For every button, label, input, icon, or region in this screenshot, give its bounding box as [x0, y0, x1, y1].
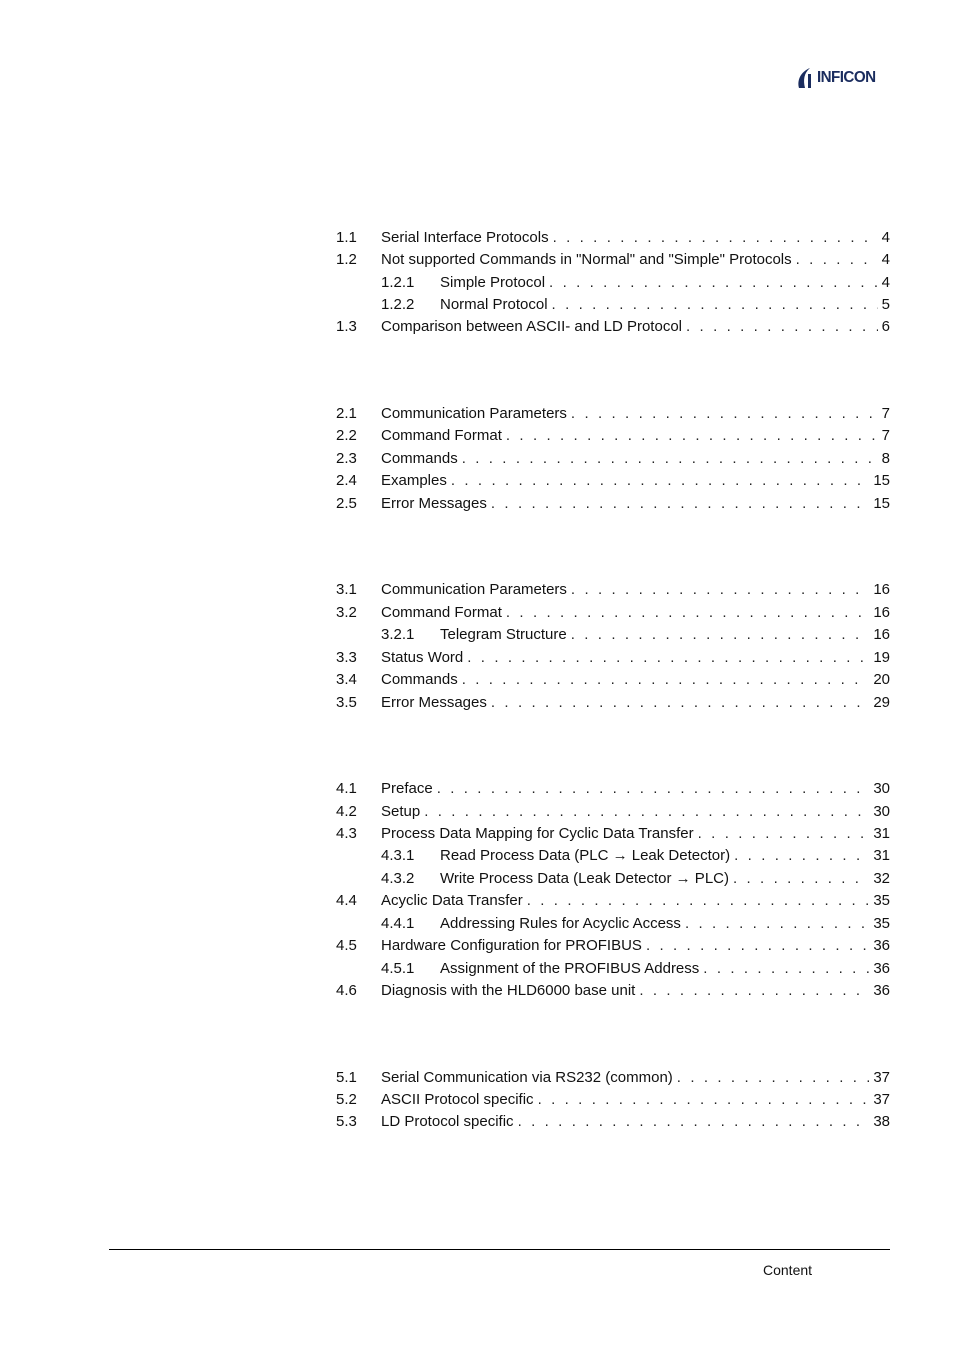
toc-subentry[interactable]	[336, 846, 890, 866]
toc-entry-number: 1.2.1	[381, 274, 415, 291]
toc-leader-dots	[698, 824, 870, 844]
toc-entry-page: 35	[869, 914, 890, 934]
toc-entry-page: 7	[878, 404, 890, 424]
toc-entry[interactable]	[336, 603, 890, 623]
toc-entry-page: 29	[869, 693, 890, 713]
toc-entry-title: Serial Interface Protocols	[381, 228, 553, 248]
toc-leader-dots	[796, 250, 878, 270]
toc-entry[interactable]	[336, 426, 890, 446]
toc-entry-page: 37	[869, 1068, 890, 1088]
toc-entry-number: 5.2	[336, 1091, 357, 1108]
toc-leader-dots	[571, 580, 869, 600]
toc-entry-page: 36	[869, 981, 890, 1001]
toc-leader-dots	[437, 779, 870, 799]
toc-entry[interactable]	[336, 471, 890, 491]
toc-leader-dots	[462, 670, 870, 690]
toc-entry-title: Process Data Mapping for Cyclic Data Transfer	[381, 824, 698, 844]
toc-entry[interactable]	[336, 670, 890, 690]
toc-entry-number: 4.6	[336, 982, 357, 999]
toc-entry-number: 4.5.1	[381, 960, 415, 977]
toc-leader-dots	[491, 494, 869, 514]
toc-entry-title: Addressing Rules for Acyclic Access	[440, 914, 685, 934]
toc-entry-title: Telegram Structure	[440, 625, 571, 645]
toc-entry-number: 3.2	[336, 604, 357, 621]
toc-entry-page: 38	[869, 1112, 890, 1132]
toc-entry-page: 4	[878, 250, 890, 270]
toc-entry-title: ASCII Protocol specific	[381, 1090, 538, 1110]
toc-subentry[interactable]	[336, 273, 890, 293]
toc-leader-dots	[549, 273, 878, 293]
toc-entry[interactable]	[336, 648, 890, 668]
toc-leader-dots	[462, 449, 878, 469]
toc-entry-page: 6	[878, 317, 890, 337]
toc-leader-dots	[506, 603, 869, 623]
footer-label: Content	[763, 1262, 813, 1278]
toc-entry-number: 2.5	[336, 495, 357, 512]
toc-entry-page: 36	[869, 959, 890, 979]
toc-entry-title: Comparison between ASCII- and LD Protocol	[381, 317, 686, 337]
toc-entry-page: 31	[869, 824, 890, 844]
toc-leader-dots	[734, 846, 869, 866]
toc-subentry[interactable]	[336, 914, 890, 934]
toc-entry-page: 7	[878, 426, 890, 446]
toc-entry-title: Diagnosis with the HLD6000 base unit	[381, 981, 639, 1001]
toc-entry[interactable]	[336, 317, 890, 337]
toc-entry-page: 32	[869, 869, 890, 889]
toc-entry[interactable]	[336, 250, 890, 270]
toc-leader-dots	[571, 404, 878, 424]
toc-entry-number: 3.5	[336, 694, 357, 711]
toc-leader-dots	[467, 648, 869, 668]
toc-entry[interactable]	[336, 693, 890, 713]
toc-entry[interactable]	[336, 1112, 890, 1132]
toc-subentry[interactable]	[336, 625, 890, 645]
toc-entry-number: 4.2	[336, 803, 357, 820]
toc-leader-dots	[639, 981, 869, 1001]
toc-entry-number: 4.3.2	[381, 870, 415, 887]
toc-entry-title: Not supported Commands in "Normal" and "Simple" Protocols	[381, 250, 796, 270]
toc-entry-page: 16	[869, 603, 890, 623]
toc-subentry[interactable]	[336, 869, 890, 889]
toc-entry-title: Commands	[381, 670, 462, 690]
toc-entry-page: 8	[878, 449, 890, 469]
toc-subentry[interactable]	[336, 295, 890, 315]
toc-leader-dots	[686, 317, 878, 337]
toc-entry-page: 16	[869, 580, 890, 600]
toc-subentry[interactable]	[336, 959, 890, 979]
toc-entry-title: Hardware Configuration for PROFIBUS	[381, 936, 646, 956]
toc-leader-dots	[646, 936, 869, 956]
toc-entry-title: Communication Parameters	[381, 404, 571, 424]
toc-entry-title: LD Protocol specific	[381, 1112, 518, 1132]
toc-leader-dots	[733, 869, 869, 889]
toc-entry[interactable]	[336, 779, 890, 799]
toc-leader-dots	[518, 1112, 870, 1132]
toc-entry-number: 2.4	[336, 472, 357, 489]
toc-entry-title: Assignment of the PROFIBUS Address	[440, 959, 703, 979]
toc-entry-title: Command Format	[381, 603, 506, 623]
toc-entry-number: 3.4	[336, 671, 357, 688]
toc-entry[interactable]	[336, 981, 890, 1001]
toc-leader-dots	[685, 914, 869, 934]
toc-entry-page: 35	[869, 891, 890, 911]
toc-entry[interactable]	[336, 580, 890, 600]
toc-entry-title: Command Format	[381, 426, 506, 446]
toc-entry-number: 5.1	[336, 1069, 357, 1086]
footer-divider	[109, 1249, 890, 1250]
toc-entry-number: 2.2	[336, 427, 357, 444]
toc-entry-number: 3.1	[336, 581, 357, 598]
toc-leader-dots	[552, 295, 878, 315]
toc-entry-page: 4	[878, 228, 890, 248]
toc-entry-number: 1.3	[336, 318, 357, 335]
toc-entry-page: 20	[869, 670, 890, 690]
toc-entry-title: Read Process Data (PLC → Leak Detector)	[440, 846, 734, 866]
toc-entry[interactable]	[336, 802, 890, 822]
toc-leader-dots	[424, 802, 869, 822]
toc-entry-number: 3.3	[336, 649, 357, 666]
toc-entry-number: 4.1	[336, 780, 357, 797]
toc-entry[interactable]	[336, 1068, 890, 1088]
toc-leader-dots	[451, 471, 869, 491]
toc-entry-title: Error Messages	[381, 494, 491, 514]
toc-entry-number: 2.3	[336, 450, 357, 467]
toc-entry-page: 30	[869, 802, 890, 822]
toc-entry-page: 16	[869, 625, 890, 645]
toc-entry-title: Error Messages	[381, 693, 491, 713]
toc-leader-dots	[677, 1068, 870, 1088]
toc-entry[interactable]	[336, 891, 890, 911]
toc-entry-page: 15	[869, 494, 890, 514]
toc-leader-dots	[527, 891, 870, 911]
toc-entry[interactable]	[336, 824, 890, 844]
toc-entry-page: 19	[869, 648, 890, 668]
toc-entry-title: Normal Protocol	[440, 295, 552, 315]
toc-entry[interactable]	[336, 494, 890, 514]
toc-entry-number: 1.2	[336, 251, 357, 268]
toc-entry-number: 2.1	[336, 405, 357, 422]
toc-leader-dots	[553, 228, 878, 248]
toc-leader-dots	[703, 959, 869, 979]
toc-entry-number: 3.2.1	[381, 626, 415, 643]
toc-entry-number: 1.2.2	[381, 296, 415, 313]
toc-leader-dots	[506, 426, 878, 446]
toc-entry-page: 31	[869, 846, 890, 866]
toc-entry-title: Write Process Data (Leak Detector → PLC)	[440, 869, 733, 889]
toc-entry-number: 1.1	[336, 229, 357, 246]
toc-entry[interactable]	[336, 1090, 890, 1110]
toc-entry-number: 4.5	[336, 937, 357, 954]
toc-entry-number: 4.3	[336, 825, 357, 842]
toc-leader-dots	[538, 1090, 870, 1110]
toc-entry-number: 4.3.1	[381, 847, 415, 864]
toc-entry-page: 15	[869, 471, 890, 491]
toc-entry-page: 4	[878, 273, 890, 293]
toc-entry-page: 37	[869, 1090, 890, 1110]
toc-entry-number: 5.3	[336, 1113, 357, 1130]
inficon-logo-text: INFICON	[817, 69, 876, 86]
toc-entry-number: 4.4	[336, 892, 357, 909]
toc-entry-title: Commands	[381, 449, 462, 469]
toc-entry-page: 36	[869, 936, 890, 956]
toc-entry-title: Preface	[381, 779, 437, 799]
toc-entry-page: 30	[869, 779, 890, 799]
toc-entry-title: Examples	[381, 471, 451, 491]
toc-entry-page: 5	[878, 295, 890, 315]
toc-entry-title: Setup	[381, 802, 424, 822]
toc-entry-title: Simple Protocol	[440, 273, 549, 293]
toc-entry[interactable]	[336, 404, 890, 424]
toc-entry-number: 4.4.1	[381, 915, 415, 932]
toc-leader-dots	[571, 625, 870, 645]
toc-entry-title: Acyclic Data Transfer	[381, 891, 527, 911]
toc-entry-title: Serial Communication via RS232 (common)	[381, 1068, 677, 1088]
toc-entry-title: Status Word	[381, 648, 467, 668]
toc-entry-title: Communication Parameters	[381, 580, 571, 600]
toc-entry[interactable]	[336, 936, 890, 956]
toc-entry[interactable]	[336, 228, 890, 248]
toc-entry[interactable]	[336, 449, 890, 469]
toc-leader-dots	[491, 693, 869, 713]
